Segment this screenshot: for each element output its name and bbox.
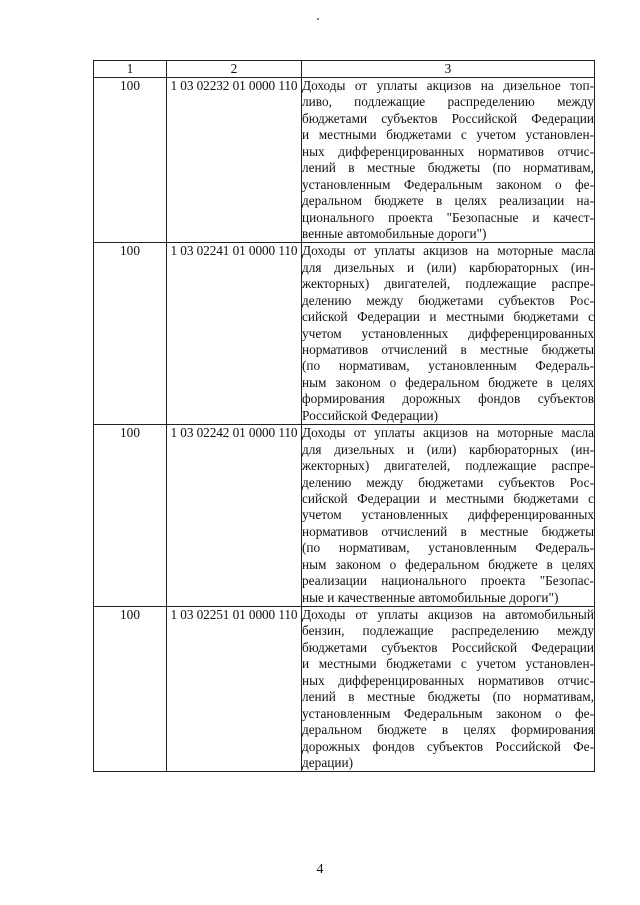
description-line: ных дифференцированных нормативов отчис- (302, 143, 594, 159)
table-row (94, 607, 595, 772)
table-row (94, 78, 595, 243)
description-line: сийской Федерации и местными бюджетами с (302, 490, 594, 506)
description-line: делению между бюджетами субъектов Рос- (302, 474, 594, 490)
table-header-row (94, 61, 595, 78)
description-line: и местными бюджетами с учетом установлен- (302, 127, 594, 143)
revenue-codes-table (93, 60, 595, 772)
description-line: установленным Федеральным законом о фе- (302, 176, 594, 192)
description-line: бюджетами субъектов Российской Федерации (302, 110, 594, 126)
description-line: ным законом о федеральном бюджете в целях (302, 374, 594, 390)
description-line: деральном бюджете в целях реализации на- (302, 193, 594, 209)
admin-code-cell: 100 (94, 78, 167, 243)
description-line: ным законом о федеральном бюджете в целях (302, 556, 594, 572)
description-line: учетом установленных дифференцированных (302, 325, 594, 341)
header-col-3: 3 (302, 61, 595, 78)
admin-code-cell: 100 (94, 243, 167, 425)
description-line: ливо, подлежащие распределению между (302, 94, 594, 110)
description-cell (302, 425, 595, 607)
description-line: для дизельных и (или) карбюраторных (ин- (302, 259, 594, 275)
description-line: Доходы от уплаты акцизов на дизельное топ- (302, 78, 594, 93)
table-row (94, 425, 595, 607)
description-line: бюджетами субъектов Российской Федерации (302, 639, 594, 655)
description-line: установленным Федеральным законом о фе- (302, 705, 594, 721)
description-line: реализации национального проекта "Безопас- (302, 573, 594, 589)
description-cell (302, 243, 595, 425)
description-line: Доходы от уплаты акцизов на автомобильный (302, 607, 594, 622)
description-line: ционального проекта "Безопасные и качест- (302, 209, 594, 225)
description-line: дорожных фондов субъектов Российской Фе- (302, 738, 594, 754)
description-line: ных дифференцированных нормативов отчис- (302, 672, 594, 688)
page-number: 4 (316, 862, 324, 877)
description-line: жекторных) двигателей, подлежащие распре- (302, 458, 594, 474)
header-col-2: 2 (167, 61, 302, 78)
description-line: лений в местные бюджеты (по нормативам, (302, 689, 594, 705)
description-line: Доходы от уплаты акцизов на моторные масла (302, 425, 594, 441)
description-line: нормативов отчислений в местные бюджеты (302, 523, 594, 539)
description-line: сийской Федерации и местными бюджетами с (302, 309, 594, 325)
description-line: бензин, подлежащие распределению между (302, 623, 594, 639)
description-line: нормативов отчислений в местные бюджеты (302, 342, 594, 357)
kbk-code-cell: 1 03 02251 01 0000 110 (167, 607, 302, 772)
kbk-code-cell: 1 03 02232 01 0000 110 (167, 78, 302, 243)
description-line: лений в местные бюджеты (по нормативам, (302, 160, 594, 176)
description-line: жекторных) двигателей, подлежащие распре- (302, 276, 594, 292)
description-line: формирования дорожных фондов субъектов (302, 391, 594, 407)
description-line: делению между бюджетами субъектов Рос- (302, 292, 594, 308)
description-line: для дизельных и (или) карбюраторных (ин- (302, 441, 594, 457)
description-line: деральном бюджете в целях формирования (302, 722, 594, 738)
description-line: учетом установленных дифференцированных (302, 507, 594, 523)
description-line: (по нормативам, установленным Федераль- (302, 358, 594, 374)
admin-code-cell: 100 (94, 607, 167, 772)
admin-code-cell: 100 (94, 425, 167, 607)
description-line: (по нормативам, установленным Федераль- (302, 540, 594, 556)
kbk-code-cell: 1 03 02242 01 0000 110 (167, 425, 302, 607)
header-col-1: 1 (94, 61, 167, 78)
description-line: Российской Федерации) (302, 407, 439, 423)
description-line: Доходы от уплаты акцизов на моторные масла (302, 243, 594, 259)
description-line: и местными бюджетами с учетом установлен- (302, 656, 594, 672)
kbk-code-cell: 1 03 02241 01 0000 110 (167, 243, 302, 425)
table-row (94, 243, 595, 425)
page-mark-dot (317, 18, 319, 20)
description-line: венные автомобильные дороги") (302, 225, 487, 241)
description-cell (302, 607, 595, 772)
description-cell (302, 78, 595, 243)
description-line: дерации) (302, 754, 353, 770)
description-line: ные и качественные автомобильные дороги") (302, 589, 559, 605)
